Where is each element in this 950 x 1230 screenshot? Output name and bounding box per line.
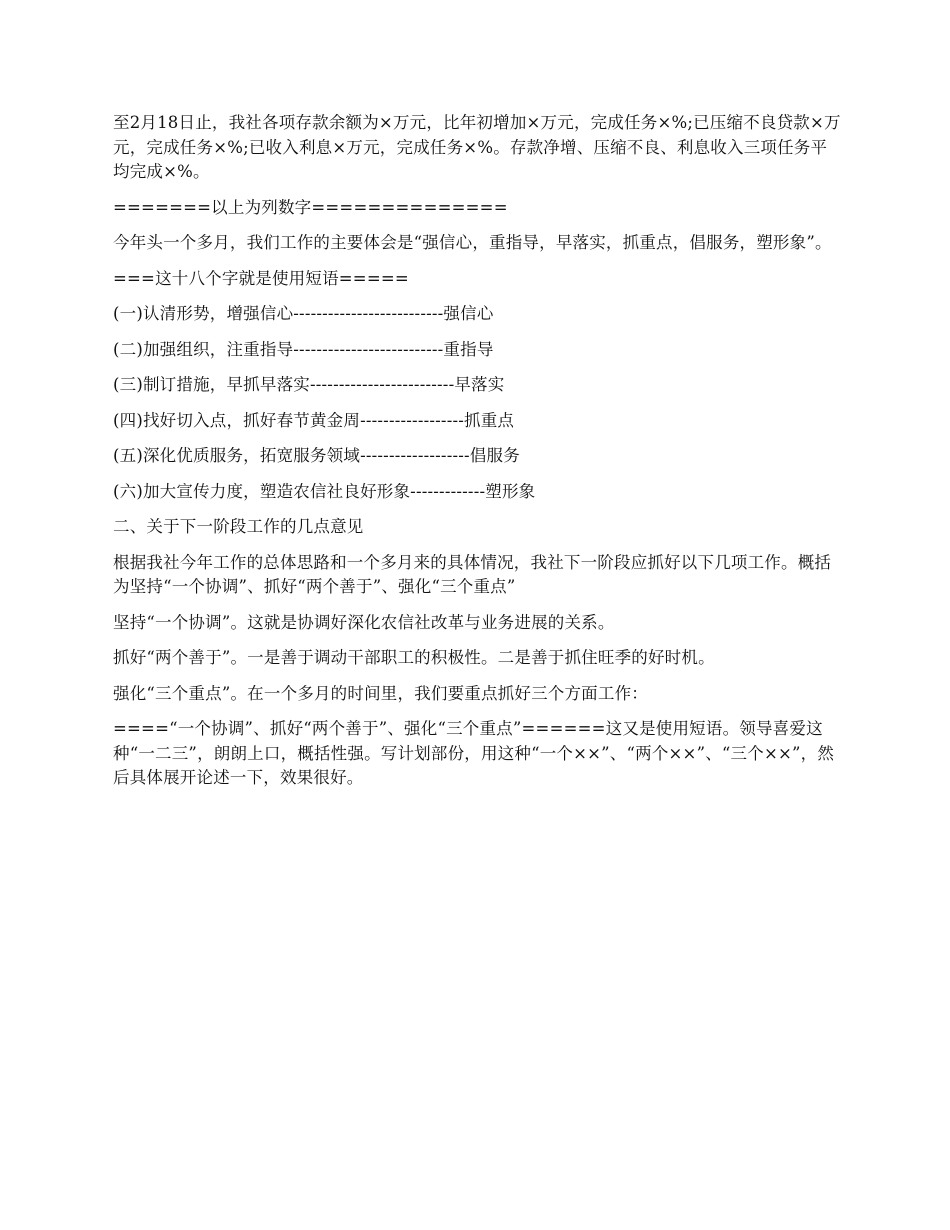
list-item-5: (五)深化优质服务，拓宽服务领域-------------------倡服务 [113,446,520,465]
paragraph-three-focus: 强化“三个重点”。在一个多月的时间里，我们要重点抓好三个方面工作： [113,683,648,703]
list-item-4: (四)找好切入点，抓好春节黄金周------------------抓重点 [113,410,515,430]
list-item-2: (二)加强组织，注重指导--------------------------重指导 [113,339,494,359]
list-item-3: (三)制订措施，早抓早落实-------------------------早落实 [113,375,505,394]
paragraph-deposit-summary: 至2月18日止，我社各项存款余额为×万元，比年初增加×万元，完成任务×%;已压缩不良贷款×万元，完成任务×%;已收入利息×万元，完成任务×%。存款净增、压缩不良、利息收入三项任务平均完成×%。 [113,113,841,181]
paragraph-experience: 今年头一个多月，我们工作的主要体会是“强信心，重指导，早落实，抓重点，倡服务，塑形象”。 [113,233,832,252]
paragraph-note-phrases: ===这十八个字就是使用短语===== [113,268,409,288]
list-item-6: (六)加大宣传力度，塑造农信社良好形象-------------塑形象 [113,481,536,501]
paragraph-next-stage: 根据我社今年工作的总体思路和一个多月来的具体情况，我社下一阶段应抓好以下几项工作。概括为坚持“一个协调”、抓好“两个善于”、强化“三个重点” [113,552,832,596]
document-body [113,111,843,802]
paragraph-closing-note: ====“一个协调”、抓好“两个善于”、强化“三个重点”======这又是使用短语。领导喜爱这种“一二三”，朗朗上口，概括性强。写计划部份，用这种“一个××”、“两个××”、“三个××”，然后具体展开论述一下，效果很好。 [113,719,835,787]
paragraph-two-good-at: 抓好“两个善于”。一是善于调动干部职工的积极性。二是善于抓住旺季的好时机。 [113,648,715,667]
section-heading: 二、关于下一阶段工作的几点意见 [113,517,364,536]
list-item-1: (一)认清形势，增强信心--------------------------强信心 [113,304,494,323]
paragraph-note-numbers: =======以上为列数字============== [113,197,508,217]
paragraph-one-coordination: 坚持“一个协调”。这就是协调好深化农信社改革与业务进展的关系。 [113,612,615,632]
